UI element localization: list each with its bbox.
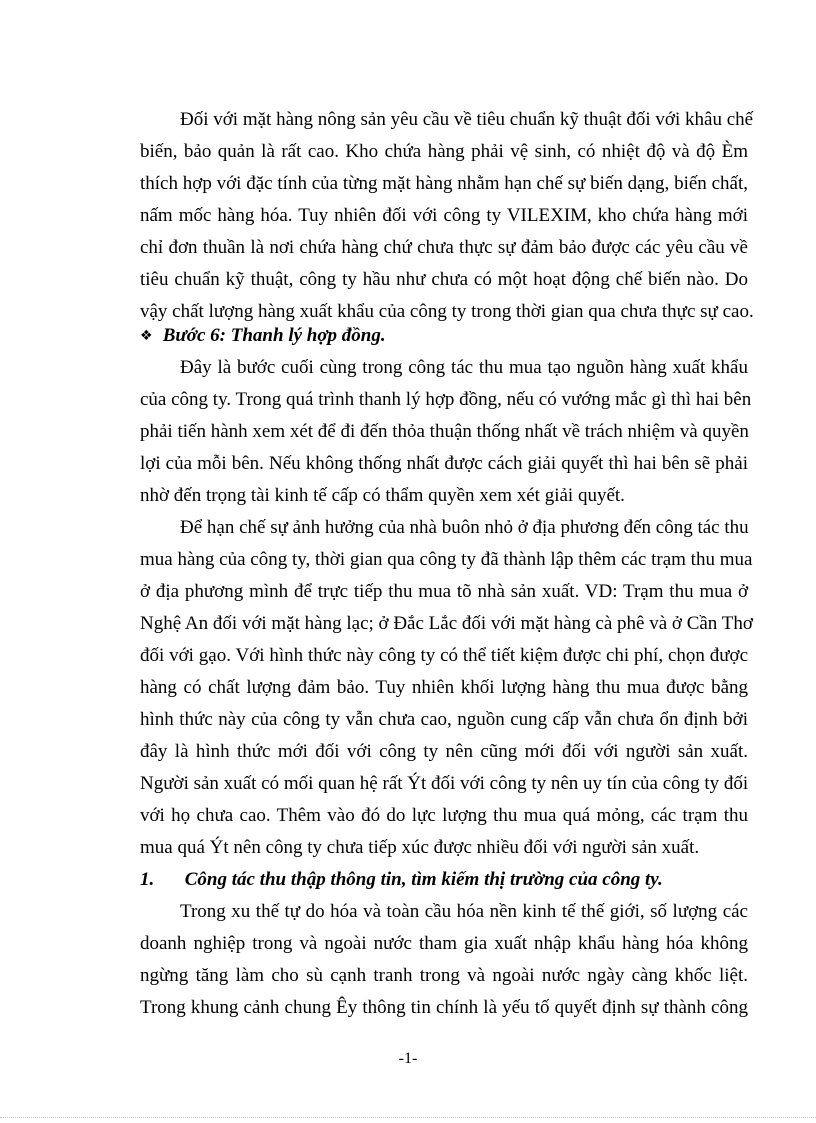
step-heading (140, 324, 386, 348)
section-number: 1. (140, 869, 155, 890)
page-number: -1- (398, 1050, 418, 1067)
text-line: ở địa phương mình để trực tiếp thu mua tõ nhà sản xuất. VD: Trạm thu mua ở (140, 581, 748, 602)
section-heading (140, 868, 663, 892)
text-line: Để hạn chế sự ảnh hưởng của nhà buôn nhỏ ở địa phương đến công tác thu (180, 517, 749, 538)
text-line: với họ chưa cao. Thêm vào đó do lực lượng thu mua quá mỏng, các trạm thu (140, 805, 748, 826)
text-line: biến, bảo quản là rất cao. Kho chứa hàng phải vệ sinh, có nhiệt độ và độ Èm (140, 141, 748, 162)
page-bottom-divider (0, 1117, 816, 1118)
text-line: thích hợp với đặc tính của từng mặt hàng nhằm hạn chế sự biến dạng, biến chất, (140, 173, 748, 194)
text-line: ngừng tăng làm cho sù cạnh tranh trong và ngoài nước ngày càng khốc liệt. (140, 965, 748, 986)
text-line: đối với gạo. Với hình thức này công ty có thể tiết kiệm được chi phí, chọn được (140, 645, 748, 666)
text-line: vậy chất lượng hàng xuất khẩu của công ty trong thời gian qua chưa thực sự cao. (140, 301, 754, 322)
diamond-bullet-icon: ❖ (140, 328, 153, 344)
step-heading-label: Bước 6: Thanh lý hợp đồng. (162, 325, 386, 346)
text-line: Nghệ An đối với mặt hàng lạc; ở Đắc Lắc đối với mặt hàng cà phê và ở Cần Thơ (140, 613, 753, 634)
text-line: lợi của mỗi bên. Nếu không thống nhất được cách giải quyết thì hai bên sẽ phải (140, 453, 748, 474)
text-line: hình thức này của công ty vẫn chưa cao, nguồn cung cấp vẫn chưa ổn định bởi (140, 709, 748, 730)
text-line: nhờ đến trọng tài kinh tế cấp có thẩm quyền xem xét giải quyết. (140, 485, 625, 506)
text-line: Đây là bước cuối cùng trong công tác thu mua tạo nguồn hàng xuất khẩu (180, 357, 748, 378)
text-line: Trong xu thế tự do hóa và toàn cầu hóa nền kinh tế thế giới, số lượng các (180, 901, 748, 922)
text-line: mua quá Ýt nên công ty chưa tiếp xúc được nhiều đối với người sản xuất. (140, 837, 700, 858)
text-line: phải tiến hành xem xét để đi đến thỏa thuận thống nhất về trách nhiệm và quyền (140, 421, 749, 442)
section-title: Công tác thu thập thông tin, tìm kiếm thị trường của công ty. (184, 869, 663, 890)
text-line: tiêu chuẩn kỹ thuật, công ty hầu như chưa có một hoạt động chế biến nào. Do (140, 269, 748, 290)
text-line: mua hàng của công ty, thời gian qua công ty đã thành lập thêm các trạm thu mua (140, 549, 753, 570)
text-line: của công ty. Trong quá trình thanh lý hợp đồng, nếu có vướng mắc gì thì hai bên (140, 389, 752, 410)
text-line: doanh nghiệp trong và ngoài nước tham gia xuất nhập khẩu hàng hóa không (140, 933, 748, 954)
text-line: Người sản xuất có mối quan hệ rất Ýt đối với công ty nên uy tín của công ty đối (140, 773, 749, 794)
text-line: Trong khung cảnh chung Êy thông tin chính là yếu tố quyết định sự thành công (140, 997, 748, 1018)
text-line: đây là hình thức mới đối với công ty nên cũng mới đối với người sản xuất. (140, 741, 748, 762)
text-line: hàng có chất lượng đảm bảo. Tuy nhiên khối lượng hàng thu mua được bằng (140, 677, 748, 698)
text-line: Đối với mặt hàng nông sản yêu cầu về tiêu chuẩn kỹ thuật đối với khâu chế (180, 109, 754, 130)
text-line: nấm mốc hàng hóa. Tuy nhiên đối với công ty VILEXIM, kho chứa hàng mới (140, 205, 748, 226)
text-line: chỉ đơn thuần là nơi chứa hàng chứ chưa thực sự đảm bảo được các yêu cầu về (140, 237, 748, 258)
